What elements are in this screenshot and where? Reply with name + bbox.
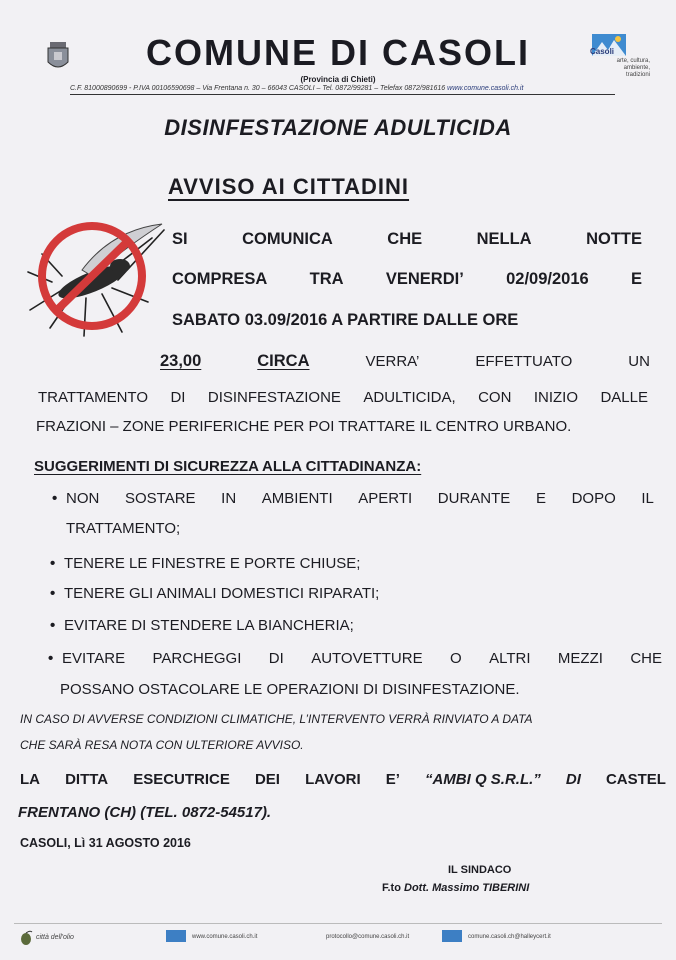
notice-line-3 [172, 311, 642, 330]
list-item [52, 490, 654, 507]
list-item [48, 650, 662, 667]
word: E [535, 490, 546, 507]
word: O [450, 650, 462, 667]
signatory-name [382, 882, 529, 894]
no-mosquito-icon [22, 210, 170, 340]
signature-prefix: F.to [382, 882, 401, 894]
word: VENERDI’ [385, 270, 464, 288]
word: PARCHEGGI [152, 650, 242, 667]
bullet-dot: • [52, 490, 58, 507]
bullet-dot: • [48, 650, 54, 667]
word: APERTI [358, 490, 413, 507]
word: DURANTE [437, 490, 511, 507]
word: EVITARE [62, 650, 126, 667]
time-word: CIRCA [257, 352, 310, 370]
word: MEZZI [557, 650, 603, 667]
logo-tagline: arte, cultura, ambiente, tradizioni [616, 58, 650, 78]
word: DI [565, 771, 581, 788]
web-icon [166, 930, 186, 942]
word: LAVORI [305, 771, 361, 788]
company-name: “AMBI Q S.R.L.” [424, 771, 541, 788]
word: IN [221, 490, 237, 507]
list-item-continuation: TRATTAMENTO; [66, 520, 181, 537]
footer-mail[interactable]: comune.casoli.ch@halleycert.it [468, 934, 551, 940]
word: NOTTE [586, 230, 642, 248]
fiscal-info [70, 85, 523, 92]
word: TRATTAMENTO [38, 389, 148, 406]
word: COMUNICA [242, 230, 333, 248]
mail-icon [442, 930, 462, 942]
province-label: (Provincia di Chieti) [300, 75, 376, 84]
notice-line-5 [38, 389, 648, 406]
word: NON [66, 490, 100, 507]
list-item [50, 585, 380, 602]
word: CASTEL [605, 771, 666, 788]
footer-divider [14, 923, 662, 924]
list-item [50, 555, 361, 572]
notice-heading: DISINFESTAZIONE ADULTICIDA [164, 115, 512, 140]
notice-line-6: FRAZIONI – ZONE PERIFERICHE PER POI TRATTARE IL CENTRO URBANO. [36, 418, 572, 435]
header-divider [70, 94, 615, 95]
bullet-dot: • [50, 585, 56, 602]
mayor-name: Dott. Massimo TIBERINI [404, 882, 530, 894]
suggestions-title: SUGGERIMENTI DI SICUREZZA ALLA CITTADINANZA: [34, 458, 422, 475]
notice-date: CASOLI, Lì 31 AGOSTO 2016 [20, 836, 191, 850]
item-text: TENERE GLI ANIMALI DOMESTICI RIPARATI; [64, 585, 380, 602]
olive-city-icon [18, 930, 34, 946]
list-item [50, 617, 354, 634]
word: E [630, 270, 642, 288]
word: COMPRESA [172, 270, 268, 288]
bullet-dot: • [50, 555, 56, 572]
notice-line-4 [160, 352, 650, 371]
word: DITTA [65, 771, 109, 788]
word: DI [268, 650, 284, 667]
notice-line-1 [172, 230, 642, 249]
word: UN [628, 353, 650, 370]
word: SOSTARE [124, 490, 196, 507]
word: ESECUTRICE [133, 771, 230, 788]
word: INIZIO [533, 389, 579, 406]
word: DALLE [600, 389, 648, 406]
logo-name: Casoli [590, 47, 615, 56]
word: DISINFESTAZIONE [207, 389, 341, 406]
word: NELLA [476, 230, 532, 248]
word: E’ [385, 771, 400, 788]
time-word: 23,00 [160, 352, 202, 370]
fiscal-line: C.F. 81000890699 - P.IVA 00106590698 – Via Frentana n. 30 – 66043 CASOLI – Tel. 0872/99281 – Telefax 0872/981616 [70, 85, 446, 92]
website-link[interactable]: www.comune.casoli.ch.it [447, 85, 524, 92]
word: VERRA’ [365, 353, 420, 370]
word: DEI [254, 771, 280, 788]
word: LA [20, 771, 40, 788]
word: AMBIENTI [261, 490, 333, 507]
footer-pec[interactable]: protocollo@comune.casoli.ch.it [326, 934, 410, 940]
word: AUTOVETTURE [311, 650, 423, 667]
word: TRA [309, 270, 344, 288]
contractor-line-1 [20, 771, 666, 788]
word: CON [478, 389, 512, 406]
word: EFFETTUATO [475, 353, 573, 370]
footer-brand: città dell'olio [36, 934, 74, 941]
item-text: EVITARE DI STENDERE LA BIANCHERIA; [64, 617, 354, 634]
word: CHE [387, 230, 423, 248]
word: SI [172, 230, 188, 248]
footer-web[interactable]: www.comune.casoli.ch.it [192, 934, 258, 940]
bullet-dot: • [50, 617, 56, 634]
word: DI [170, 389, 186, 406]
notice-line-2 [172, 270, 642, 289]
notice-subheading: AVVISO AI CITTADINI [168, 174, 410, 199]
word: IL [641, 490, 654, 507]
item-text: TENERE LE FINESTRE E PORTE CHIUSE; [64, 555, 361, 572]
word: ADULTICIDA, [363, 389, 456, 406]
word: ALTRI [489, 650, 531, 667]
page-title: COMUNE DI CASOLI [145, 32, 530, 73]
line-text: SABATO 03.09/2016 A PARTIRE DALLE ORE [172, 311, 519, 329]
weather-note-line-2: CHE SARÀ RESA NOTA CON ULTERIORE AVVISO. [20, 738, 304, 752]
weather-note-line-1: IN CASO DI AVVERSE CONDIZIONI CLIMATICHE, L’INTERVENTO VERRÀ RINVIATO A DATA [20, 712, 533, 726]
word: 02/09/2016 [506, 270, 589, 288]
signatory-role: IL SINDACO [448, 864, 512, 876]
list-item-continuation: POSSANO OSTACOLARE LE OPERAZIONI DI DISINFESTAZIONE. [60, 681, 520, 698]
word: CHE [630, 650, 662, 667]
word: DOPO [571, 490, 616, 507]
contractor-line-2: FRENTANO (CH) (TEL. 0872-54517). [18, 804, 272, 821]
